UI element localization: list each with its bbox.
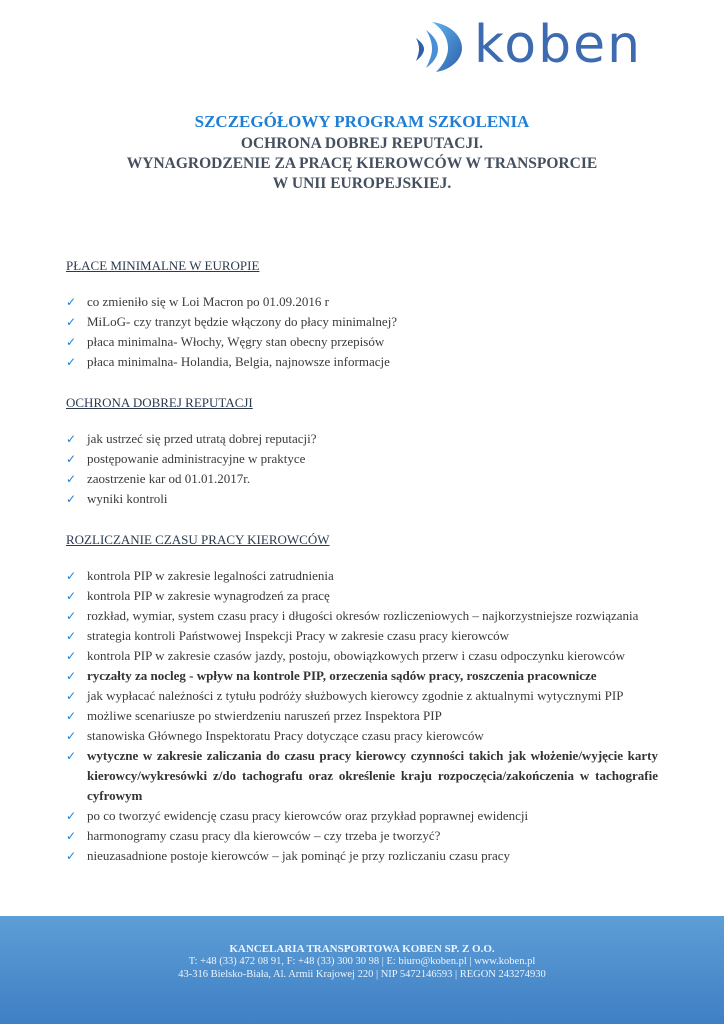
footer-address: 43-316 Bielsko-Biała, Al. Armii Krajowej 220 | NIP 5472146593 | REGON 243274930 — [178, 968, 546, 980]
list-item: ✓ strategia kontroli Państwowej Inspekcji Pracy w zakresie czasu pracy kierowców — [66, 626, 658, 646]
list-item: ✓ płaca minimalna- Włochy, Węgry stan obecny przepisów — [66, 332, 658, 352]
list-item: ✓ MiLoG- czy tranzyt będzie włączony do płacy minimalnej? — [66, 312, 658, 332]
list-item: ✓ co zmieniło się w Loi Macron po 01.09.2016 r — [66, 292, 658, 312]
check-icon: ✓ — [66, 649, 77, 663]
check-icon: ✓ — [66, 709, 77, 723]
list-item: ✓ kontrola PIP w zakresie wynagrodzeń za pracę — [66, 586, 658, 606]
check-icon: ✓ — [66, 452, 77, 466]
check-icon: ✓ — [66, 729, 77, 743]
section-title-working-time: ROZLICZANIE CZASU PRACY KIEROWCÓW — [66, 532, 330, 547]
subtitle-line-3: W UNII EUROPEJSKIEJ. — [272, 175, 452, 192]
section-list-reputation — [66, 429, 658, 509]
list-item: ✓ możliwe scenariusze po stwierdzeniu naruszeń przez Inspektora PIP — [66, 706, 658, 726]
section-list-working-time — [66, 566, 658, 866]
list-item: ✓ po co tworzyć ewidencję czasu pracy kierowców oraz przykład poprawnej ewidencji — [66, 806, 658, 826]
program-title: SZCZEGÓŁOWY PROGRAM SZKOLENIA — [194, 112, 530, 131]
list-item: ✓ rozkład, wymiar, system czasu pracy i długości okresów rozliczeniowych – najkorzystniejsze rozwiązania — [66, 606, 658, 626]
document-header — [0, 112, 724, 194]
koben-logo — [412, 16, 692, 76]
list-item: ✓ postępowanie administracyjne w praktyce — [66, 449, 658, 469]
check-icon: ✓ — [66, 295, 77, 309]
check-icon: ✓ — [66, 809, 77, 823]
check-icon: ✓ — [66, 749, 77, 763]
list-item: ✓ jak wypłacać należności z tytułu podróży służbowych kierowcy zgodnie z aktualnymi wytycznymi PIP — [66, 686, 658, 706]
check-icon: ✓ — [66, 355, 77, 369]
list-item: ✓ kontrola PIP w zakresie czasów jazdy, postoju, obowiązkowych przerw i czasu odpoczynku kierowców — [66, 646, 658, 666]
check-icon: ✓ — [66, 829, 77, 843]
list-item: ✓ harmonogramy czasu pracy dla kierowców – czy trzeba je tworzyć? — [66, 826, 658, 846]
list-item: ✓ nieuzasadnione postoje kierowców – jak pominąć je przy rozliczaniu czasu pracy — [66, 846, 658, 866]
check-icon: ✓ — [66, 315, 77, 329]
footer-company: KANCELARIA TRANSPORTOWA KOBEN SP. Z O.O. — [229, 943, 495, 955]
list-item: ✓ stanowiska Głównego Inspektoratu Pracy dotyczące czasu pracy kierowców — [66, 726, 658, 746]
check-icon: ✓ — [66, 609, 77, 623]
check-icon: ✓ — [66, 335, 77, 349]
list-item: ✓ kontrola PIP w zakresie legalności zatrudnienia — [66, 566, 658, 586]
list-item: ✓ zaostrzenie kar od 01.01.2017r. — [66, 469, 658, 489]
section-title-minimum-wages: PŁACE MINIMALNE W EUROPIE — [66, 258, 260, 273]
list-item: ✓ płaca minimalna- Holandia, Belgia, najnowsze informacje — [66, 352, 658, 372]
check-icon: ✓ — [66, 629, 77, 643]
check-icon: ✓ — [66, 849, 77, 863]
koben-logo-text: koben — [474, 15, 643, 75]
check-icon: ✓ — [66, 589, 77, 603]
subtitle-line-1: OCHRONA DOBREJ REPUTACJI. — [240, 135, 484, 152]
check-icon: ✓ — [66, 432, 77, 446]
check-icon: ✓ — [66, 492, 77, 506]
program-content — [66, 256, 658, 866]
footer — [0, 916, 724, 1024]
check-icon: ✓ — [66, 472, 77, 486]
check-icon: ✓ — [66, 669, 77, 683]
list-item: ✓ wytyczne w zakresie zaliczania do czasu pracy kierowcy czynności takich jak włożenie/wyjęcie karty kierowcy/wykresówki z/do tachografu oraz określenie kraju rozpoczęcia/zakończenia w tachografie cyfrowym — [66, 748, 658, 803]
list-item: ✓ ryczałty za nocleg - wpływ na kontrole PIP, orzeczenia sądów pracy, roszczenia pracownicze — [66, 666, 658, 686]
subtitle-line-2: WYNAGRODZENIE ZA PRACĘ KIEROWCÓW W TRANSPORCIE — [126, 155, 598, 172]
koben-logo-icon — [412, 16, 464, 76]
check-icon: ✓ — [66, 689, 77, 703]
footer-contact: T: +48 (33) 472 08 91, F: +48 (33) 300 30 98 | E: biuro@koben.pl | www.koben.pl — [188, 956, 536, 967]
section-list-minimum-wages — [66, 292, 658, 372]
list-item: ✓ wyniki kontroli — [66, 489, 658, 509]
section-title-reputation: OCHRONA DOBREJ REPUTACJI — [66, 395, 253, 410]
check-icon: ✓ — [66, 569, 77, 583]
list-item: ✓ jak ustrzeć się przed utratą dobrej reputacji? — [66, 429, 658, 449]
